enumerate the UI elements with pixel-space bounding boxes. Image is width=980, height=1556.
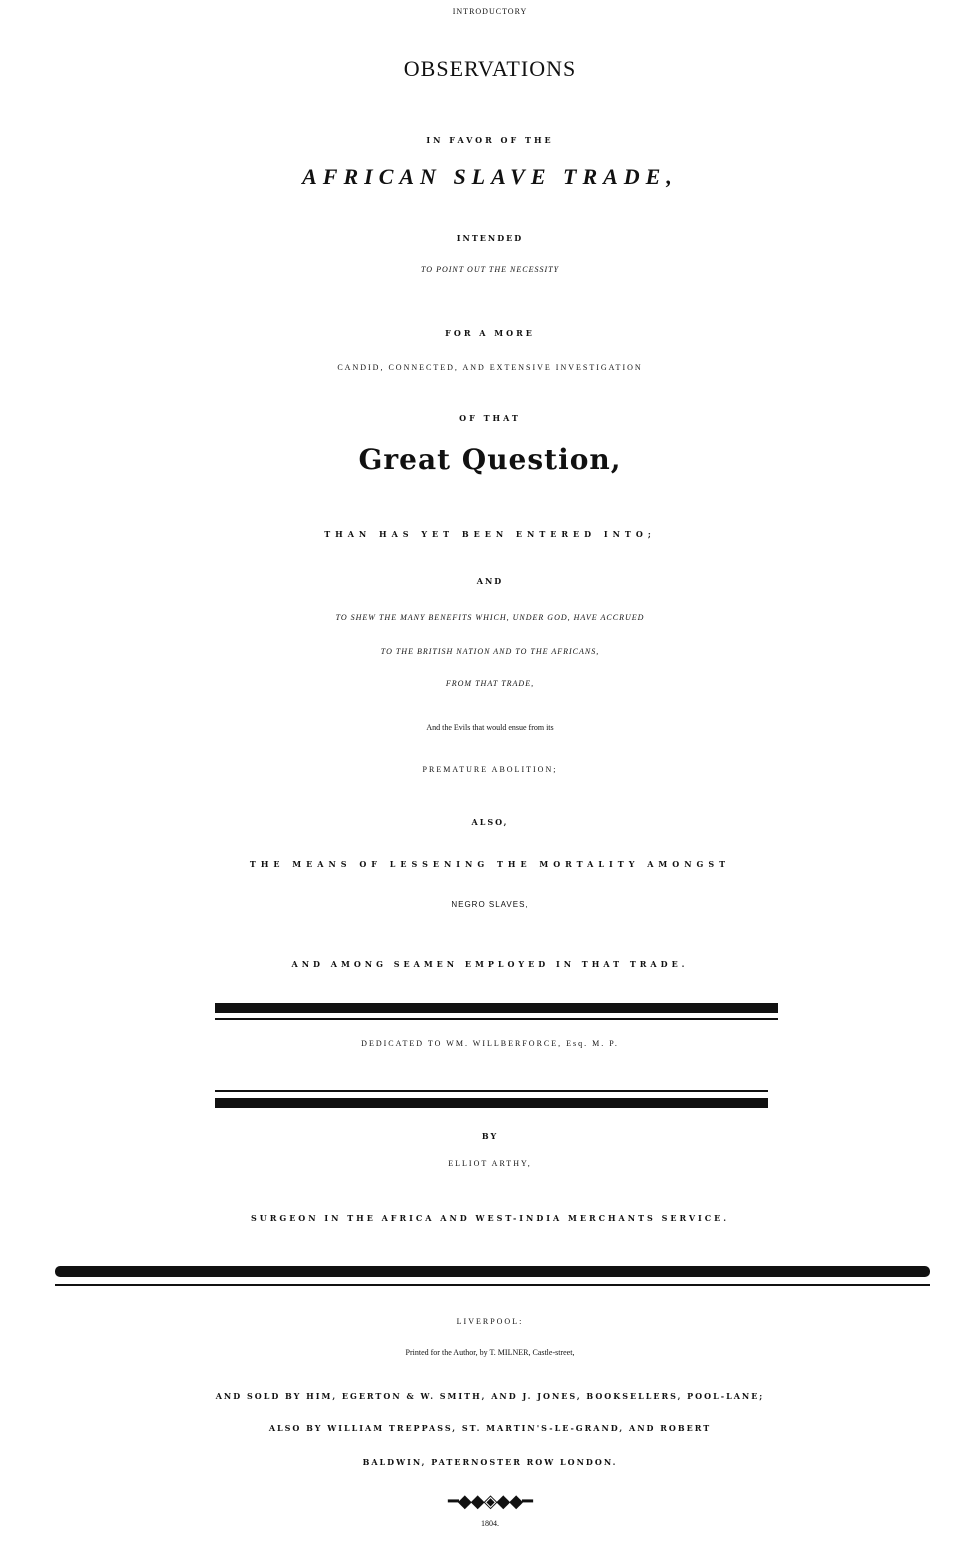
subtitle-also: ALSO, bbox=[471, 817, 509, 827]
subtitle-candid: CANDID, CONNECTED, AND EXTENSIVE INVESTIGATION bbox=[337, 363, 643, 372]
title-great-question: Great Question, bbox=[358, 443, 622, 476]
subtitle-premature-abolition: PREMATURE ABOLITION; bbox=[422, 765, 558, 774]
imprint-place: LIVERPOOL: bbox=[456, 1317, 524, 1326]
subtitle-seamen: AND AMONG SEAMEN EMPLOYED IN THAT TRADE. bbox=[291, 959, 689, 969]
dedication: DEDICATED TO WM. WILLBERFORCE, Esq. M. P. bbox=[361, 1039, 619, 1048]
rule-thick bbox=[215, 1003, 778, 1013]
author-position: SURGEON IN THE AFRICA AND WEST-INDIA MERCHANTS SERVICE. bbox=[250, 1213, 730, 1223]
publication-year: 1804. bbox=[481, 1519, 499, 1528]
title-observations: OBSERVATIONS bbox=[403, 56, 577, 81]
author-name: ELLIOT ARTHY, bbox=[448, 1159, 532, 1168]
imprint-sold: AND SOLD BY HIM, EGERTON & W. SMITH, AND J. JONES, BOOKSELLERS, POOL-LANE; bbox=[215, 1391, 765, 1401]
imprint-also-by: ALSO BY WILLIAM TREPPASS, ST. MARTIN'S-LE-GRAND, AND ROBERT bbox=[268, 1423, 712, 1433]
title-african-slave-trade: AFRICAN SLAVE TRADE, bbox=[302, 164, 678, 189]
imprint-baldwin: BALDWIN, PATERNOSTER ROW LONDON. bbox=[362, 1457, 618, 1467]
rule-thin bbox=[215, 1018, 778, 1020]
by-label: BY bbox=[481, 1131, 499, 1141]
subtitle-and: AND bbox=[476, 576, 504, 586]
subtitle-shew-line-1: TO SHEW THE MANY BENEFITS WHICH, UNDER GOD, HAVE ACCRUED bbox=[335, 613, 645, 622]
rule-thick bbox=[215, 1098, 768, 1108]
subtitle-means: THE MEANS OF LESSENING THE MORTALITY AMONGST bbox=[249, 859, 731, 869]
subtitle-of-that: OF THAT bbox=[459, 413, 521, 423]
title-introductory: INTRODUCTORY bbox=[452, 7, 528, 16]
subtitle-negro-slaves: NEGRO SLAVES, bbox=[451, 900, 529, 909]
subtitle-than-has: THAN HAS YET BEEN ENTERED INTO; bbox=[324, 529, 656, 539]
subtitle-for-a-more: FOR A MORE bbox=[445, 328, 535, 338]
ornament-icon: ━◆◆◈◆◆━ bbox=[448, 1491, 532, 1512]
subtitle-evils: And the Evils that would ensue from its bbox=[426, 723, 554, 732]
subtitle-to-point-out: TO POINT OUT THE NECESSITY bbox=[420, 265, 560, 274]
imprint-printed: Printed for the Author, by T. MILNER, Castle-street, bbox=[405, 1348, 575, 1357]
subtitle-shew-line-2: TO THE BRITISH NATION AND TO THE AFRICANS, bbox=[380, 647, 600, 656]
subtitle-in-favor: IN FAVOR OF THE bbox=[426, 135, 554, 145]
rule-thick bbox=[55, 1266, 930, 1277]
rule-thin bbox=[55, 1284, 930, 1286]
subtitle-intended: INTENDED bbox=[456, 233, 524, 243]
rule-thin bbox=[215, 1090, 768, 1092]
subtitle-shew-line-3: FROM THAT TRADE, bbox=[445, 679, 535, 688]
